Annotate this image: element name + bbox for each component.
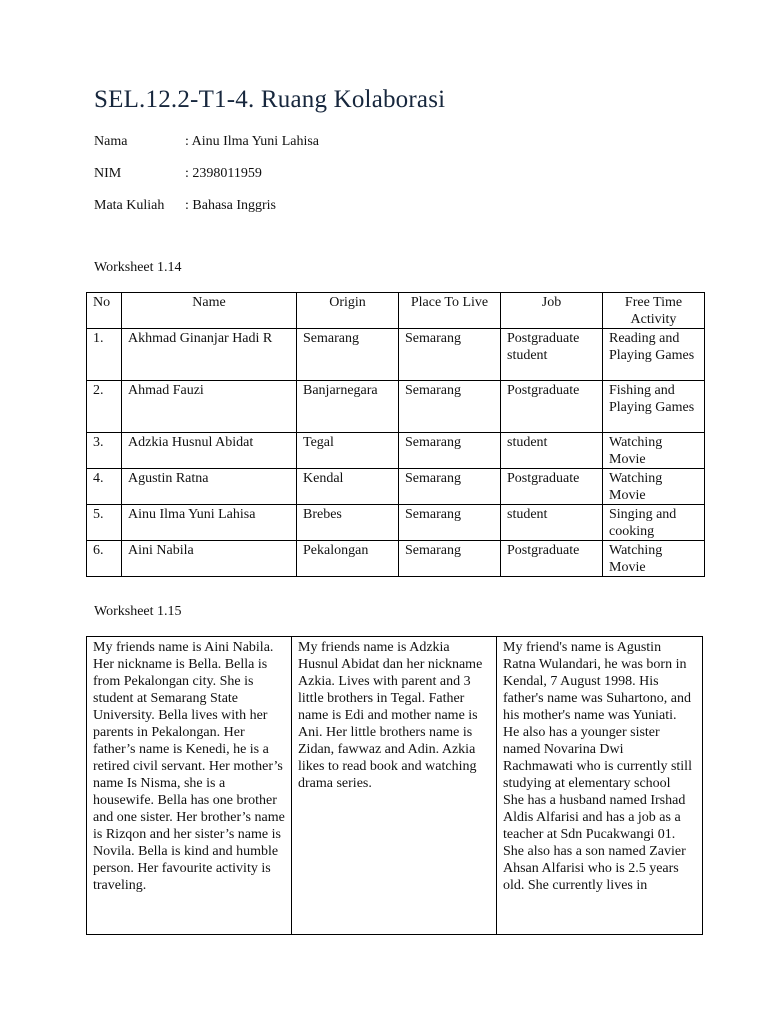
cell-place: Semarang xyxy=(399,541,501,577)
info-value: : 2398011959 xyxy=(185,166,262,181)
cell-place: Semarang xyxy=(399,329,501,381)
header-job: Job xyxy=(501,293,603,329)
page-title: SEL.12.2-T1-4. Ruang Kolaborasi xyxy=(94,86,446,113)
cell-origin: Pekalongan xyxy=(297,541,399,577)
cell-place: Semarang xyxy=(399,381,501,433)
cell-job: student xyxy=(501,433,603,469)
paragraph-cell: My friends name is Adzkia Husnul Abidat dan her nickname Azkia. Lives with parent and 3 little brothers in Tegal. Father name is Edi and mother name is Ani. Her little brothers name is Zidan, fawwaz and Adin. Azkia likes to read book and watching drama series. xyxy=(292,637,497,935)
cell-job: Postgraduate xyxy=(501,381,603,433)
cell-job: Postgraduate xyxy=(501,469,603,505)
worksheet-115-label: Worksheet 1.15 xyxy=(94,604,182,619)
table-row xyxy=(87,541,705,577)
header-no: No xyxy=(87,293,122,329)
info-label: Nama xyxy=(94,134,128,149)
table-header-row xyxy=(87,293,705,329)
cell-activity: Watching Movie xyxy=(603,469,705,505)
cell-activity: Watching Movie xyxy=(603,433,705,469)
cell-origin: Banjarnegara xyxy=(297,381,399,433)
cell-job: Postgraduate xyxy=(501,541,603,577)
cell-name: Ainu Ilma Yuni Lahisa xyxy=(122,505,297,541)
table-row xyxy=(87,329,705,381)
paragraph-cell: My friend's name is Agustin Ratna Wulandari, he was born in Kendal, 7 August 1998. His father's name was Suhartono, and his mother's name was Yuniati. He also has a younger sister named Novarina Dwi Rachmawati who is currently still studying at elementary school She has a husband named Irshad Aldis Alfarisi and has a job as a teacher at Sdn Pucakwangi 01. She also has a son named Zavier Ahsan Alfarisi who is 2.5 years old. She currently lives in xyxy=(497,637,703,935)
table-row xyxy=(87,381,705,433)
worksheet-114-label: Worksheet 1.14 xyxy=(94,260,182,275)
cell-job: student xyxy=(501,505,603,541)
cell-name: Agustin Ratna xyxy=(122,469,297,505)
cell-activity: Fishing and Playing Games xyxy=(603,381,705,433)
cell-activity: Watching Movie xyxy=(603,541,705,577)
info-row-mata-kuliah xyxy=(94,198,276,214)
header-place-to-live: Place To Live xyxy=(399,293,501,329)
table-row xyxy=(87,637,703,935)
table-row xyxy=(87,505,705,541)
cell-origin: Kendal xyxy=(297,469,399,505)
cell-job: Postgraduate student xyxy=(501,329,603,381)
cell-place: Semarang xyxy=(399,433,501,469)
cell-no: 3. xyxy=(87,433,122,469)
info-label: NIM xyxy=(94,166,122,181)
info-value: : Ainu Ilma Yuni Lahisa xyxy=(185,134,320,149)
cell-no: 6. xyxy=(87,541,122,577)
cell-origin: Tegal xyxy=(297,433,399,469)
cell-name: Aini Nabila xyxy=(122,541,297,577)
header-free-time-activity: Free Time Activity xyxy=(603,293,705,329)
table-row xyxy=(87,433,705,469)
paragraph-cell: My friends name is Aini Nabila. Her nickname is Bella. Bella is from Pekalongan city. She is student at Semarang State University. Bella lives with her parents in Pekalongan. Her father’s name is Kenedi, he is a retired civil servant. Her mother’s name Is Nisma, she is a housewife. Bella has one brother and one sister. Her brother’s name is Rizqon and her sister’s name is Novila. Bella is kind and humble person. Her favourite activity is traveling. xyxy=(87,637,292,935)
info-row-nim xyxy=(94,166,262,182)
cell-activity: Singing and cooking xyxy=(603,505,705,541)
info-row-nama xyxy=(94,134,319,150)
info-label: Mata Kuliah xyxy=(94,198,165,213)
cell-no: 4. xyxy=(87,469,122,505)
cell-name: Adzkia Husnul Abidat xyxy=(122,433,297,469)
table-row xyxy=(87,469,705,505)
cell-no: 5. xyxy=(87,505,122,541)
header-origin: Origin xyxy=(297,293,399,329)
cell-origin: Brebes xyxy=(297,505,399,541)
cell-place: Semarang xyxy=(399,505,501,541)
cell-origin: Semarang xyxy=(297,329,399,381)
worksheet-115-table xyxy=(86,636,703,935)
info-value: : Bahasa Inggris xyxy=(185,198,276,213)
cell-no: 2. xyxy=(87,381,122,433)
cell-activity: Reading and Playing Games xyxy=(603,329,705,381)
header-name: Name xyxy=(122,293,297,329)
cell-name: Akhmad Ginanjar Hadi R xyxy=(122,329,297,381)
cell-place: Semarang xyxy=(399,469,501,505)
cell-no: 1. xyxy=(87,329,122,381)
worksheet-114-table xyxy=(86,292,705,577)
cell-name: Ahmad Fauzi xyxy=(122,381,297,433)
